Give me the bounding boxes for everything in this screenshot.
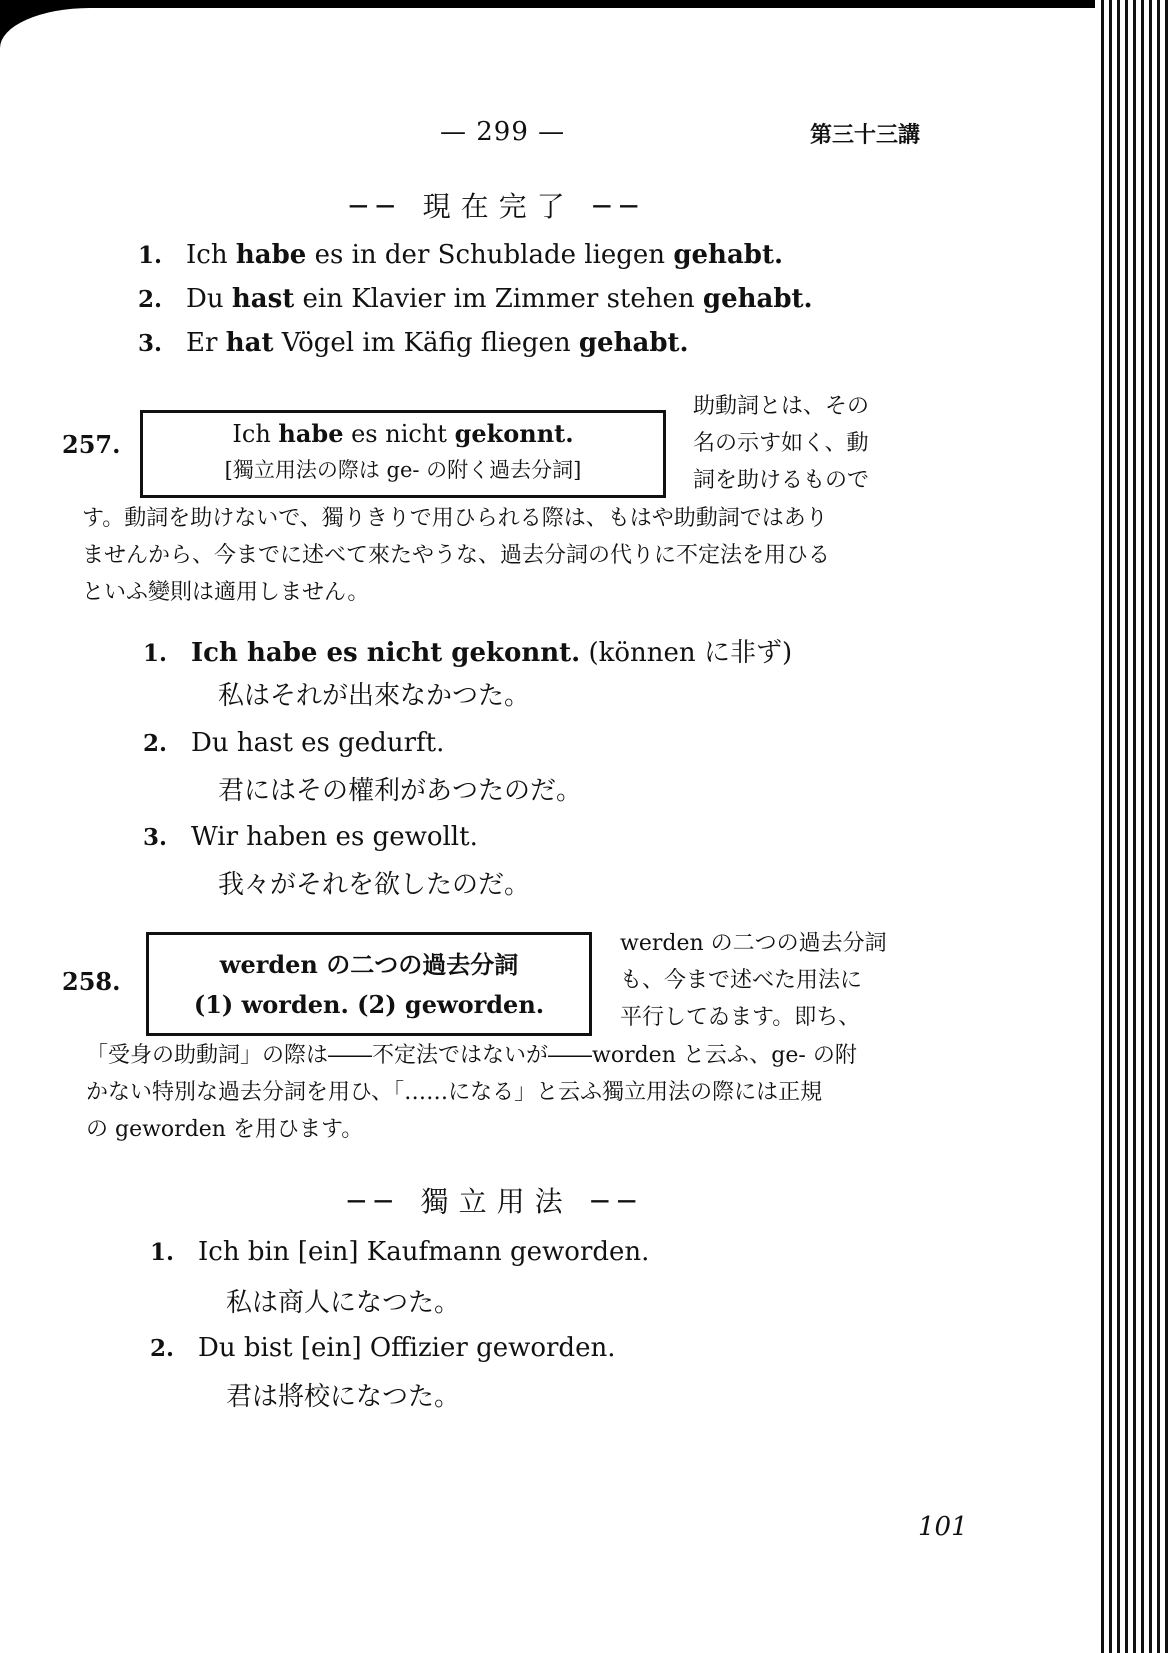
example-line: [138, 328, 689, 358]
example-line: 1. Ich bin [ein] Kaufmann geworden.: [150, 1237, 650, 1267]
example-line: [138, 284, 813, 314]
example-text: Vögel im Käfig fliegen: [273, 328, 579, 358]
rule-box-line: werden の二つの過去分詞: [219, 950, 519, 979]
side-note-258: werden の二つの過去分詞 も、今まで述べた用法に 平行してゐます。即ち、: [620, 931, 887, 1030]
rule-box-257: [140, 410, 666, 498]
paragraph-258: 「受身の助動詞」の際は――不定法ではないが――worden と云ふ、ge- の附 かない特別な過去分詞を用ひ、「……になる」と云ふ獨立用法の際には正規 の geworden を用ひます。: [86, 1043, 857, 1142]
paragraph-257: す。動詞を助けないで、獨りきりで用ひられる際は、もはや助動詞ではあり ませんから、今までに述べて來たやうな、過去分詞の代りに不定法を用ひる といふ變則は適用しません。: [82, 506, 831, 605]
translation-line: 我々がそれを欲したのだ。: [218, 870, 531, 900]
example-text: gehabt.: [702, 284, 813, 314]
example-text: gehabt.: [673, 240, 784, 270]
example-number: 2.: [138, 286, 163, 313]
example-text: Du: [186, 284, 232, 314]
example-text: habe: [235, 240, 307, 270]
section-title-present-perfect: ── 現在完了 ──: [350, 190, 648, 223]
translation-line: 私は商人になつた。: [226, 1288, 461, 1318]
side-note-257: 助動詞とは、その 名の示す如く、動 詞を助けるもので: [693, 394, 870, 493]
example-text: gehabt.: [578, 328, 689, 358]
example-text: ein Klavier im Zimmer stehen: [294, 284, 703, 314]
rule-box-line: [獨立用法の際は ge- の附く過去分詞]: [224, 458, 582, 482]
folio-number: 101: [918, 1512, 968, 1542]
section-title-independent-use: ── 獨立用法 ──: [348, 1185, 646, 1218]
example-line: 3. Wir haben es gewollt.: [143, 822, 478, 852]
example-text: Ich: [186, 240, 236, 270]
example-line: 2. Du hast es gedurft.: [143, 728, 445, 758]
page-number: — 299 —: [440, 117, 566, 147]
example-text: es in der Schublade liegen: [306, 240, 674, 270]
rule-box-258: [146, 932, 592, 1036]
example-line: 2. Du bist [ein] Offizier geworden.: [150, 1333, 616, 1363]
lecture-title: 第三十三講: [810, 122, 921, 148]
example-line: 1. Ich habe es nicht gekonnt. (können に非ず): [143, 638, 793, 668]
translation-line: 私はそれが出來なかつた。: [218, 681, 531, 711]
translation-line: 君にはその權利があつたのだ。: [218, 776, 583, 806]
example-line: [138, 240, 783, 270]
example-text: hast: [231, 284, 295, 314]
translation-line: 君は將校になつた。: [226, 1382, 461, 1412]
rule-box-line: Ich habe es nicht gekonnt.: [232, 419, 574, 448]
example-number: 3.: [138, 330, 163, 357]
page-edges: [1095, 0, 1169, 1653]
example-number: 1.: [138, 242, 163, 269]
item-number-257: 257.: [62, 430, 121, 459]
item-number-258: 258.: [62, 967, 121, 996]
rule-box-line: (1) worden. (2) geworden.: [193, 990, 545, 1019]
example-text: hat: [225, 328, 274, 358]
example-text: Er: [186, 328, 226, 358]
